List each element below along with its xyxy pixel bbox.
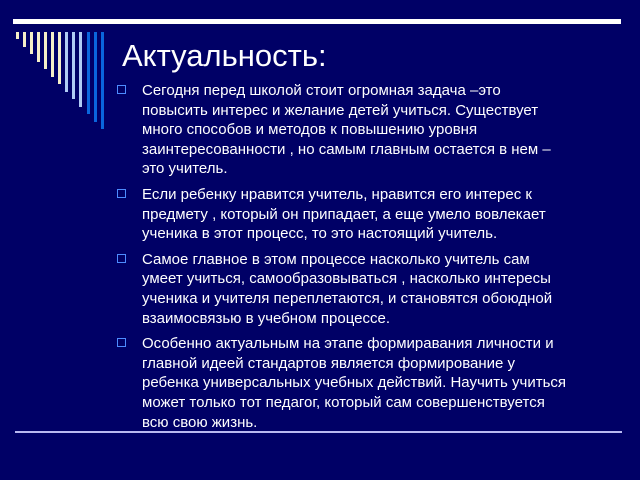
decorative-bar: [23, 32, 26, 47]
decorative-bar: [58, 32, 61, 84]
decorative-bar: [87, 32, 90, 114]
bullet-list: [116, 81, 616, 438]
decorative-bar: [79, 32, 82, 107]
decorative-bar: [44, 32, 47, 69]
bullet-item: [116, 334, 616, 432]
bullet-text-line: ученика и учителя переплетаются, и становятся обоюдной: [142, 289, 553, 307]
bullet-text-line: Сегодня перед школой стоит огромная задача –это: [142, 82, 501, 99]
bullet-text-line: Самое главное в этом процессе насколько учитель сам: [142, 250, 530, 268]
bullet-text-line: это учитель.: [142, 160, 228, 178]
bullet-text-line: повысить интерес и желание детей учиться. Существует: [142, 101, 539, 119]
decorative-bar: [94, 32, 97, 122]
square-bullet-icon: [117, 338, 126, 347]
decorative-bar: [16, 32, 19, 39]
decorative-bar: [30, 32, 33, 54]
square-bullet-icon: [117, 189, 126, 198]
bullet-text-line: взаимосвязью в учебном процессе.: [142, 309, 390, 327]
bullet-text-line: Особенно актуальным на этапе формиравания личности и: [142, 335, 554, 353]
bullet-text-line: ученика в этот процесс, то это настоящий учитель.: [142, 225, 498, 243]
slide-title: Актуальность:: [122, 38, 327, 73]
bullet-text-line: Если ребенку нравится учитель, нравится его интерес к: [142, 185, 532, 203]
decorative-bar: [51, 32, 54, 77]
bottom-rule: [15, 431, 622, 433]
decorative-bar: [72, 32, 75, 99]
bullet-text-line: заинтересованности , но самым главным остается в нем –: [142, 140, 551, 158]
decorative-bar: [37, 32, 40, 62]
bullet-text-line: всю свою жизнь.: [142, 413, 258, 431]
bullet-text-line: предмету , который он припадает, а еще умело вовлекает: [142, 205, 546, 223]
bullet-text-line: умеет учиться, самообразовываться , насколько интересы: [142, 270, 551, 288]
bullet-item: [116, 250, 616, 328]
bullet-item: [116, 185, 616, 244]
bullet-item: [116, 81, 616, 179]
decorative-bar: [65, 32, 68, 92]
top-rule: [13, 19, 621, 24]
bullet-text-line: может только тот педагог, который сам совершенствуется: [142, 393, 545, 411]
bullet-text-line: ребенка универсальных учебных действий. Научить учиться: [142, 374, 567, 392]
square-bullet-icon: [117, 85, 126, 94]
square-bullet-icon: [117, 254, 126, 263]
decorative-bar: [101, 32, 104, 129]
bullet-text-line: главной идеей стандартов является формирование у: [142, 354, 516, 372]
bullet-text-line: много способов и методов к повышению уровня: [142, 121, 478, 139]
